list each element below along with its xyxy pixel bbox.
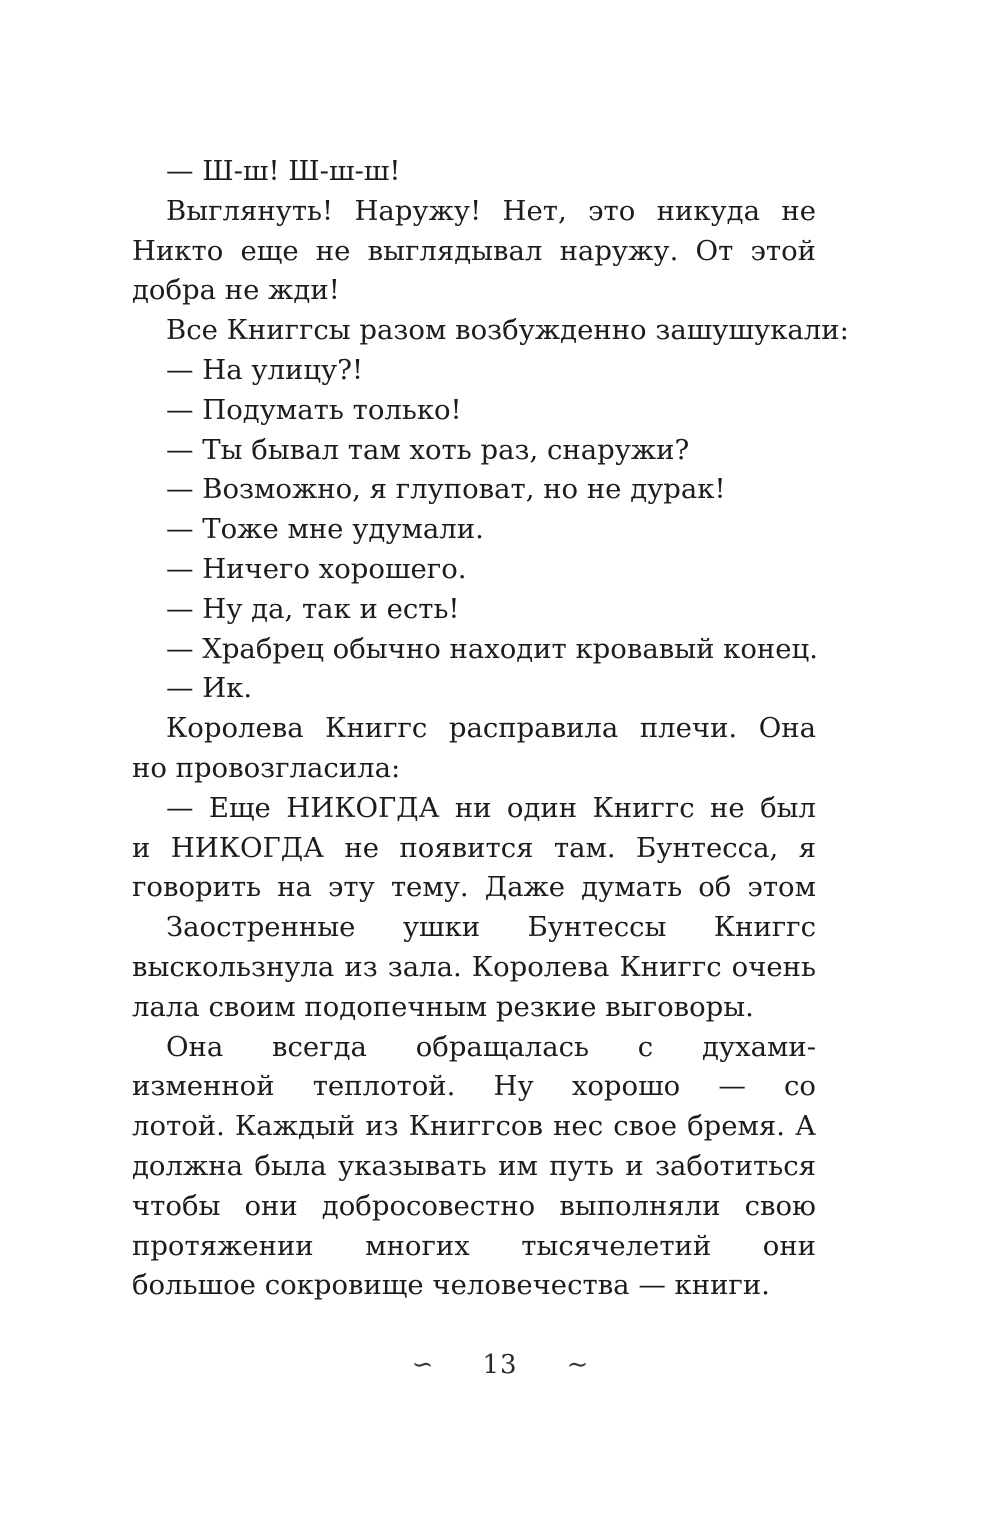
text-line: чтобы они добросовестно выполняли свою — [132, 1189, 816, 1222]
text-line: — Возможно, я глуповат, но не дурак! — [166, 473, 726, 506]
text-line: но провозгласила: — [132, 751, 401, 784]
text-line: — Подумать только! — [166, 393, 462, 426]
page-footer — [0, 1350, 1000, 1380]
text-line: Выглянуть! Наружу! Нет, это никуда не — [166, 194, 816, 227]
text-line: — На улицу?! — [166, 353, 363, 386]
text-line: Никто еще не выглядывал наружу. От этой — [132, 234, 816, 267]
text-line: Королева Книггс расправила плечи. Она — [166, 712, 816, 745]
text-line: изменной теплотой. Ну хорошо — со — [132, 1070, 816, 1103]
text-line: лала своим подопечным резкие выговоры. — [132, 990, 754, 1023]
left-ornament-icon: ∽ — [411, 1350, 434, 1380]
text-line: — Ш-ш! Ш-ш-ш! — [166, 155, 401, 187]
text-line: должна была указывать им путь и заботиться — [132, 1149, 816, 1182]
text-line: — Тоже мне удумали. — [166, 513, 484, 546]
text-line: и НИКОГДА не появится там. Бунтесса, я — [132, 831, 816, 864]
text-line: — Храбрец обычно находит кровавый конец. — [166, 632, 818, 665]
text-line: Она всегда обращалась с духами- — [166, 1030, 816, 1063]
text-line: говорить на эту тему. Даже думать об этом — [132, 871, 816, 904]
right-ornament-icon: ∼ — [566, 1350, 589, 1380]
text-line: лотой. Каждый из Книггсов нес свое бремя. А — [132, 1110, 816, 1143]
text-line: — Ик. — [166, 672, 253, 705]
text-line: — Ну да, так и есть! — [166, 592, 460, 625]
text-line: протяжении многих тысячелетий они — [132, 1229, 816, 1262]
text-line: — Еще НИКОГДА ни один Книггс не был — [166, 791, 816, 824]
text-line: — Ты бывал там хоть раз, снаружи? — [166, 433, 690, 466]
text-line: большое сокровище человечества — книги. — [132, 1269, 770, 1302]
page-number: 13 — [482, 1350, 518, 1380]
text-line: — Ничего хорошего. — [166, 552, 467, 585]
text-line: Все Книггсы разом возбужденно зашушукали: — [166, 314, 849, 347]
text-line: Заостренные ушки Бунтессы Книггс — [166, 911, 816, 944]
body-text — [132, 152, 849, 1306]
text-line: добра не жди! — [132, 274, 340, 307]
text-line: выскользнула из зала. Королева Книггс очень — [132, 950, 816, 983]
